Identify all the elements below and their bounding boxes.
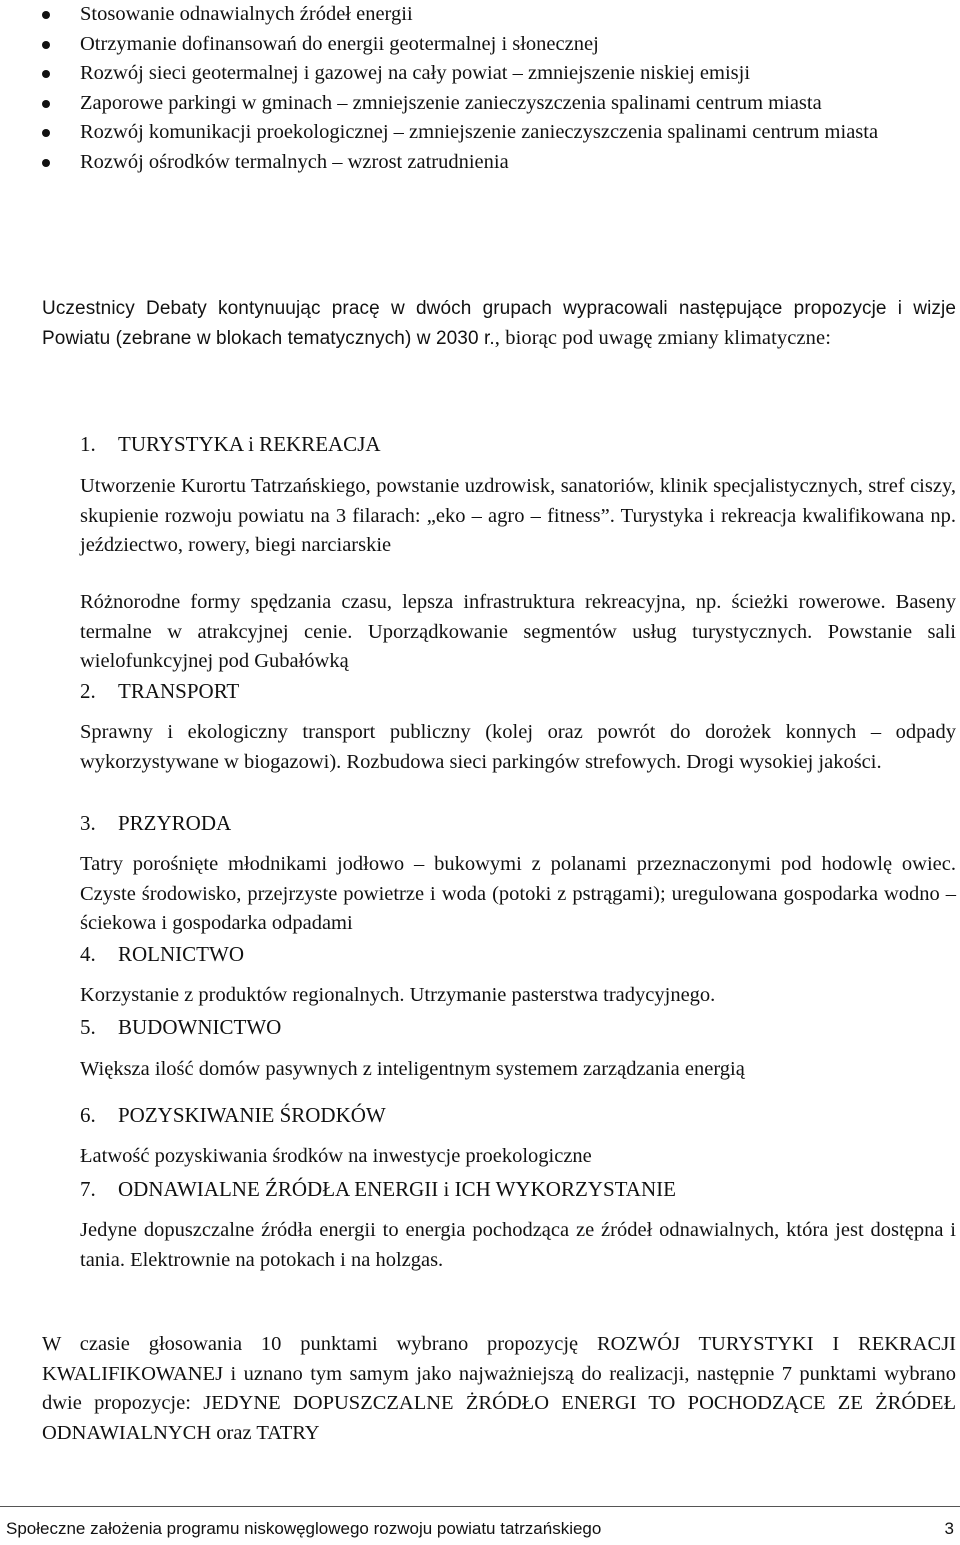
bullet-icon [42,129,50,137]
section-heading-przyroda [80,809,231,837]
list-item [42,89,922,119]
bullet-list [42,0,922,177]
footer-title: Społeczne założenia programu niskowęglowego rozwoju powiatu tatrzańskiego [6,1519,602,1538]
list-item [42,0,922,30]
intro-paragraph [42,294,956,353]
section-body: Sprawny i ekologiczny transport publiczny (kolej oraz powrót do dorożek konnych – odpady wykorzystywane w biogazowi). Rozbudowa sieci parkingów strefowych. Drogi wysokiej jakości. [80,721,956,773]
intro-text-sans: Uczestnicy Debaty kontynuując pracę w dwóch grupach wypracowali następujące propozycje i wizje Powiatu (zebrane w blokach tematycznych) w 2030 r. [42,298,956,349]
section-number: 2. [80,679,96,703]
section-title: ROLNICTWO [118,942,244,966]
section-heading-transport [80,677,239,705]
intro-text-serif: , biorąc pod uwagę zmiany klimatyczne: [494,326,832,349]
bullet-text: Rozwój komunikacji proekologicznej – zmniejszenie zanieczyszczenia spalinami centrum miasta [80,121,879,143]
bullet-icon [42,70,50,78]
bullet-icon [42,11,50,19]
list-item [42,148,922,178]
section-title: TURYSTYKA i REKREACJA [118,432,381,456]
section-number: 6. [80,1103,96,1127]
section-body: Łatwość pozyskiwania środków na inwestycje proekologiczne [80,1145,592,1167]
section-number: 5. [80,1015,96,1039]
section-heading-budownictwo [80,1013,281,1041]
section-number: 4. [80,942,96,966]
section-heading-pozyskiwanie [80,1101,386,1129]
section-heading-oze [80,1175,676,1203]
footer-divider [0,1506,960,1507]
bullet-icon [42,41,50,49]
section-title: ODNAWIALNE ŹRÓDŁA ENERGII i ICH WYKORZYSTANIE [118,1177,676,1201]
list-item [42,30,922,60]
bullet-icon [42,100,50,108]
section-body: Różnorodne formy spędzania czasu, lepsza infrastruktura rekreacyjna, np. ścieżki rowerowe. Baseny termalne w atrakcyjnej cenie. Uporządkowanie segmentów usług turystycznych. Powstanie sali wielofunkcyjnej pod Gubałówką [80,591,956,672]
section-body: Jedyne dopuszczalne źródła energii to energia pochodząca ze źródeł odnawialnych, która jest dostępna i tania. Elektrownie na potokach i na holzgas. [80,1219,956,1271]
section-number: 3. [80,811,96,835]
bullet-text: Rozwój sieci geotermalnej i gazowej na cały powiat – zmniejszenie niskiej emisji [80,62,751,84]
bullet-text: Rozwój ośrodków termalnych – wzrost zatrudnienia [80,150,509,173]
section-heading-turystyka [80,430,381,458]
bullet-text: Stosowanie odnawialnych źródeł energii [80,3,413,25]
section-title: TRANSPORT [118,679,240,703]
section-title: BUDOWNICTWO [118,1015,282,1039]
section-number: 7. [80,1177,96,1201]
bullet-icon [42,159,50,167]
section-title: POZYSKIWANIE ŚRODKÓW [118,1103,386,1127]
section-body: Większa ilość domów pasywnych z inteligentnym systemem zarządzania energią [80,1058,745,1080]
section-body: Tatry porośnięte młodnikami jodłowo – bukowymi z polanami przeznaczonymi pod hodowlę owiec. Czyste środowisko, przejrzyste powietrze i woda (potoki z pstrągami); uregulowana gospodarka wodno – ściekowa i gospodarka odpadami [80,853,956,934]
bullet-text: Zaporowe parkingi w gminach – zmniejszenie zanieczyszczenia spalinami centrum miasta [80,91,822,114]
page-number: 3 [944,1519,954,1538]
list-item [42,59,922,89]
bullet-text: Otrzymanie dofinansowań do energii geotermalnej i słonecznej [80,32,599,55]
list-item [42,118,922,148]
section-body: Korzystanie z produktów regionalnych. Utrzymanie pasterstwa tradycyjnego. [80,984,716,1006]
section-number: 1. [80,432,96,456]
vote-paragraph: W czasie głosowania 10 punktami wybrano propozycję ROZWÓJ TURYSTYKI I REKRACJI KWALIFIKOWANEJ i uznano tym samym jako najważniejszą do realizacji, następnie 7 punktami wybrano dwie propozycje: JEDYNE DOPUSZCZALNE ŻRÓDŁO ENERGI TO POCHODZĄCE ZE ŻRÓDEŁ ODNAWIALNYCH oraz TATRY [42,1333,956,1444]
section-title: PRZYRODA [118,811,232,835]
section-heading-rolnictwo [80,940,244,968]
section-body: Utworzenie Kurortu Tatrzańskiego, powstanie uzdrowisk, sanatoriów, klinik specjalistycznych, stref ciszy, skupienie rozwoju powiatu na 3 filarach: „eko – agro – fitness”. Turystyka i rekreacja kwalifikowana np. jeździectwo, rowery, biegi narciarskie [80,475,956,556]
